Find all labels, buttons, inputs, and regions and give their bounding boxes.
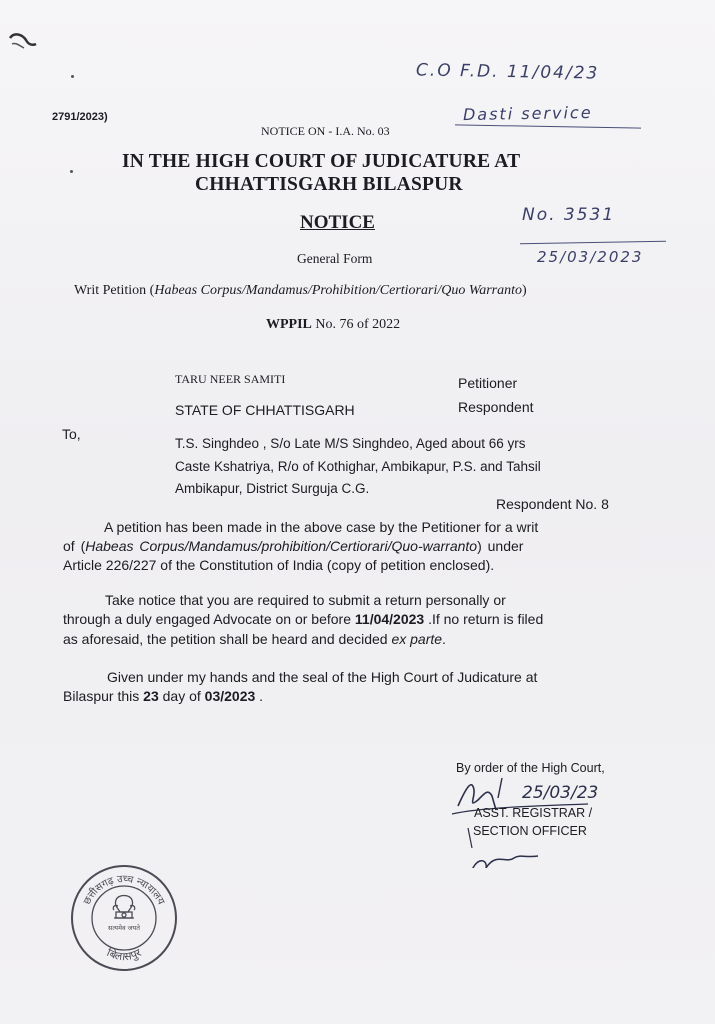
scan-dot bbox=[70, 170, 73, 173]
petitioner-name: TARU NEER SAMITI bbox=[175, 372, 286, 386]
seal-text-top: छत्तीसगढ़ उच्च न्यायालय bbox=[81, 873, 167, 907]
handwritten-cofd-note: C.O F.D. 11/04/23 bbox=[415, 60, 600, 84]
handwritten-dispatch-date: 25/03/2023 bbox=[537, 248, 644, 266]
wppil-number: No. 76 of 2022 bbox=[315, 317, 401, 332]
issue-month: 03/2023 bbox=[204, 688, 256, 704]
paragraph-1-line bbox=[63, 538, 523, 554]
respondent-number: Respondent No. 8 bbox=[496, 496, 609, 512]
paragraph-2-line bbox=[63, 611, 543, 627]
to-label: To, bbox=[62, 426, 81, 442]
writ-suffix: ) bbox=[522, 283, 527, 298]
seal-text-bottom: बिलासपुर bbox=[104, 946, 144, 964]
notice-title: NOTICE bbox=[300, 212, 375, 233]
text-span: . bbox=[255, 688, 264, 704]
text-span: through a duly engaged Advocate on or before bbox=[63, 611, 355, 627]
scan-dot bbox=[71, 75, 74, 78]
signature-date: 25/03/23 bbox=[522, 783, 599, 803]
court-name-line2: CHHATTISGARH BILASPUR bbox=[195, 174, 463, 195]
text-span: day of bbox=[158, 688, 205, 704]
address-line: Caste Kshatriya, R/o of Kothighar, Ambikapur, P.S. and Tahsil bbox=[175, 459, 541, 474]
high-court-seal bbox=[68, 862, 180, 974]
address-line: T.S. Singhdeo , S/o Late M/S Singhdeo, Aged about 66 yrs bbox=[175, 436, 526, 451]
notice-on-ia: NOTICE ON - I.A. No. 03 bbox=[261, 124, 390, 138]
respondent-role: Respondent bbox=[458, 399, 534, 415]
by-order-text: By order of the High Court, bbox=[456, 761, 605, 775]
petitioner-role: Petitioner bbox=[458, 375, 518, 391]
text-span: as aforesaid, the petition shall be heard and decided bbox=[63, 631, 392, 647]
handwritten-underline bbox=[455, 124, 641, 128]
paragraph-1-line: Article 226/227 of the Constitution of India (copy of petition enclosed). bbox=[63, 557, 495, 573]
case-reference: 2791/2023) bbox=[52, 111, 108, 123]
issue-day: 23 bbox=[143, 688, 159, 704]
text-span: ) under bbox=[477, 538, 524, 554]
handwritten-service-note: Dasti service bbox=[462, 102, 593, 125]
paragraph-3-line: Given under my hands and the seal of the High Court of Judicature at bbox=[107, 669, 538, 685]
section-officer-title: SECTION OFFICER bbox=[473, 824, 587, 838]
writ-types: Habeas Corpus/Mandamus/Prohibition/Certiorari/Quo Warranto bbox=[154, 283, 522, 298]
ex-parte-italic: ex parte bbox=[391, 631, 443, 647]
handwritten-divider bbox=[520, 241, 666, 245]
text-span: . bbox=[442, 631, 446, 647]
wppil-label: WPPIL bbox=[266, 317, 312, 332]
punch-hole-mark bbox=[8, 30, 38, 54]
wppil-case-number bbox=[266, 317, 400, 333]
paragraph-3-line bbox=[63, 688, 263, 704]
respondent-name: STATE OF CHHATTISGARH bbox=[175, 402, 355, 418]
paragraph-2-line bbox=[63, 631, 446, 647]
handwritten-dispatch-number: No. 3531 bbox=[522, 205, 616, 225]
court-name-line1: IN THE HIGH COURT OF JUDICATURE AT bbox=[122, 151, 521, 172]
paragraph-2-line: Take notice that you are required to submit a return personally or bbox=[105, 592, 506, 608]
general-form-label: General Form bbox=[297, 251, 373, 266]
text-span: of ( bbox=[63, 538, 86, 554]
seal-motto: सत्यमेव जयते bbox=[108, 924, 140, 932]
text-span: .If no return is filed bbox=[424, 611, 544, 627]
writ-types-italic: Habeas Corpus/Mandamus/prohibition/Certiorari/Quo-warranto bbox=[85, 538, 478, 554]
return-due-date: 11/04/2023 bbox=[354, 611, 425, 627]
writ-petition-line bbox=[74, 283, 527, 299]
writ-prefix: Writ Petition ( bbox=[74, 283, 155, 298]
asst-registrar-title: ASST. REGISTRAR / bbox=[474, 806, 593, 820]
text-span: Bilaspur this bbox=[63, 688, 144, 704]
paragraph-1-line: A petition has been made in the above case by the Petitioner for a writ bbox=[104, 519, 539, 535]
address-line: Ambikapur, District Surguja C.G. bbox=[175, 481, 370, 496]
emblem-icon bbox=[113, 896, 135, 919]
